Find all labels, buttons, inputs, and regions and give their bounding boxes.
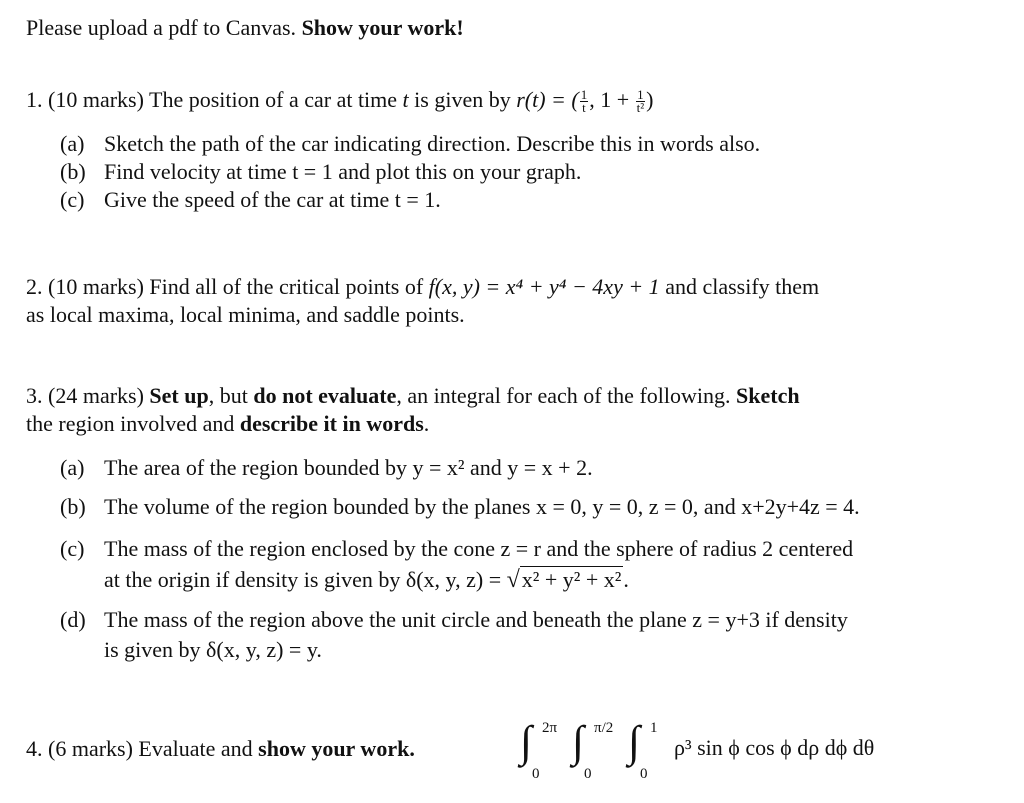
lower-limit-3: 0 — [640, 766, 648, 782]
q3-l1-b2: do not evaluate — [253, 383, 397, 408]
q3c-text2b: . — [623, 567, 629, 592]
q3a-text: The area of the region bounded by y = x² and y = x + 2. — [104, 455, 593, 480]
upper-limit-1: 2π — [542, 720, 558, 736]
integral-sign-2: ∫ — [572, 717, 585, 766]
q3-l2-c: . — [423, 411, 430, 436]
integral-sign-3: ∫ — [628, 717, 641, 766]
q3-l1-a: 3. (24 marks) — [26, 383, 144, 408]
sqrt-expression: √x² + y² + x² — [506, 567, 622, 593]
upper-limit-3: 1 — [650, 720, 658, 736]
sqrt-radicand: x² + y² + x² — [521, 567, 622, 592]
lower-limit-1: 0 — [532, 766, 540, 782]
q1c-text: Give the speed of the car at time t = 1. — [104, 187, 441, 212]
q3-part-a — [60, 454, 593, 482]
question-2 — [26, 273, 819, 301]
integrand: ρ³ sin ϕ cos ϕ dρ dϕ dθ — [674, 735, 875, 760]
q1c-label: (c) — [60, 187, 85, 212]
q1b-text: Find velocity at time t = 1 and plot this on your graph. — [104, 159, 582, 184]
q2-line1-a: 2. (10 marks) Find all of the critical points of — [26, 274, 424, 299]
q2-line1-b: and classify them — [665, 274, 820, 299]
question-4 — [26, 735, 415, 763]
q1-frac-2: $\frac{1}{\text{t²}}$ — [636, 87, 645, 116]
q3-part-d-cont — [104, 636, 322, 664]
q4-lead: 4. (6 marks) Evaluate and — [26, 736, 253, 761]
q1-close: ) — [646, 87, 654, 112]
q3-part-b — [60, 493, 860, 521]
q3c-text2a: at the origin if density is given by δ(x, y, z) = — [104, 567, 502, 592]
q1a-label: (a) — [60, 131, 85, 156]
q3-l2-a: the region involved and — [26, 411, 235, 436]
q3-l1-b1: Set up — [149, 383, 209, 408]
q3b-text: The volume of the region bounded by the planes x = 0, y = 0, z = 0, and x+2y+4z = 4. — [104, 494, 860, 519]
q3-l1-c: , but — [208, 383, 248, 408]
q1-mid: is given by — [414, 87, 511, 112]
q3-l1-d: , an integral for each of the following. — [396, 383, 731, 408]
question-1 — [26, 86, 654, 114]
q1a-text: Sketch the path of the car indicating direction. Describe this in words also. — [104, 131, 761, 156]
q1-part-b — [60, 158, 581, 186]
q3-part-c-cont — [104, 566, 629, 594]
q3-l1-b3: Sketch — [736, 383, 800, 408]
instructions-text: Please upload a pdf to Canvas. — [26, 15, 297, 40]
q3-part-c — [60, 535, 853, 563]
upper-limit-2: π/2 — [594, 720, 614, 736]
question-2-cont — [26, 301, 465, 329]
q3b-label: (b) — [60, 494, 86, 519]
q2-math: f(x, y) = x⁴ + y⁴ − 4xy + 1 — [428, 274, 660, 299]
q4-bold: show your work. — [258, 736, 415, 761]
question-3 — [26, 382, 800, 410]
q3d-text1: The mass of the region above the unit circle and beneath the plane z = y+3 if density — [104, 607, 848, 632]
question-3-cont — [26, 410, 429, 438]
q2-line2: as local maxima, local minima, and saddle points. — [26, 302, 465, 327]
q1-lead: 1. (10 marks) The position of a car at time — [26, 87, 398, 112]
instructions-bold: Show your work! — [301, 15, 464, 40]
q1-frac-1: $\frac{1}{t}$ — [580, 87, 588, 116]
q3c-label: (c) — [60, 536, 85, 561]
q1-part-c — [60, 186, 441, 214]
q1-part-a — [60, 130, 760, 158]
q1-comma: , 1 + — [589, 87, 630, 112]
q1-var-t: t — [402, 87, 409, 112]
q3-l2-b: describe it in words — [239, 411, 424, 436]
integral-sign-1: ∫ — [520, 717, 533, 766]
q3c-text1: The mass of the region enclosed by the cone z = r and the sphere of radius 2 centered — [104, 536, 854, 561]
q3d-label: (d) — [60, 607, 86, 632]
q1-func: r(t) = ( — [516, 87, 579, 112]
q3-part-d — [60, 606, 848, 634]
q3a-label: (a) — [60, 455, 85, 480]
q3d-text2: is given by δ(x, y, z) = y. — [104, 637, 322, 662]
instructions — [26, 14, 464, 42]
q1b-label: (b) — [60, 159, 86, 184]
triple-integral — [500, 718, 1000, 784]
lower-limit-2: 0 — [584, 766, 592, 782]
